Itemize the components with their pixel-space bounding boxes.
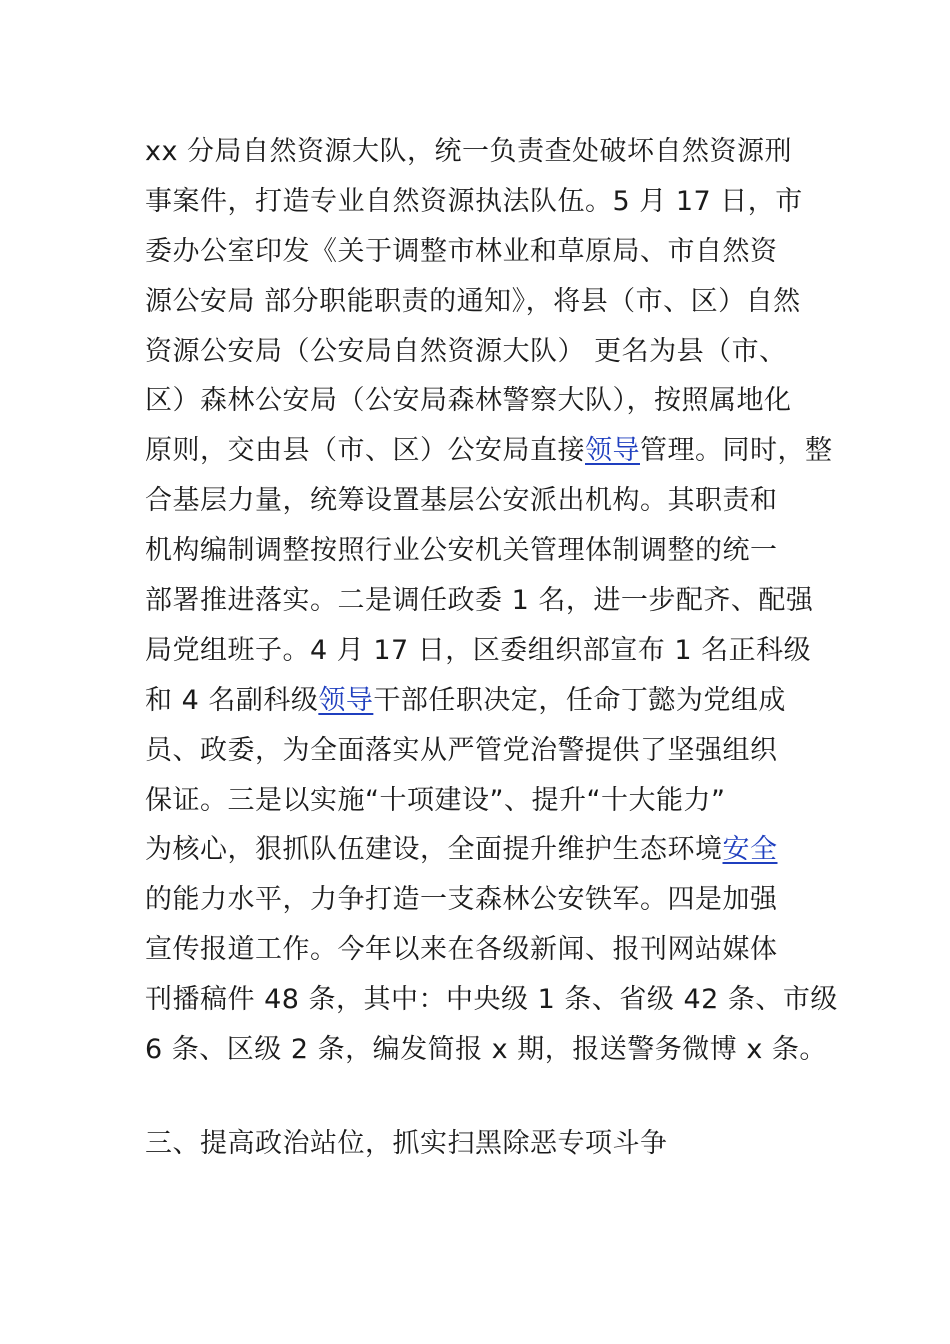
text-segment: 委办公室印发《关于调整市林业和草原局、市自然资 bbox=[145, 235, 778, 267]
text-segment: 合基层力量，统筹设置基层公安派出机构。其职责和 bbox=[145, 485, 778, 517]
text-line bbox=[145, 925, 815, 975]
section-heading: 三、提高政治站位，抓实扫黑除恶专项斗争 bbox=[145, 1128, 668, 1159]
text-segment: 机构编制调整按照行业公安机关管理体制调整的统一 bbox=[145, 535, 778, 567]
text-line bbox=[145, 825, 815, 875]
text-segment: 局党组班子。4 月 17 日，区委组织部宣布 1 名正科级 bbox=[145, 634, 812, 666]
hyperlink[interactable]: 安全 bbox=[722, 834, 778, 866]
text-line bbox=[145, 875, 815, 925]
text-segment: 部署推进落实。二是调任政委 1 名，进一步配齐、配强 bbox=[145, 585, 814, 617]
text-line bbox=[145, 676, 815, 726]
text-segment: 刊播稿件 48 条，其中：中央级 1 条、省级 42 条、市级 bbox=[145, 984, 838, 1016]
text-segment: 和 4 名副科级 bbox=[145, 684, 319, 716]
text-line bbox=[145, 476, 815, 526]
text-segment: 6 条、区级 2 条，编发简报 x 期，报送警务微博 x 条。 bbox=[145, 1034, 827, 1066]
text-line bbox=[145, 327, 815, 377]
text-line bbox=[145, 975, 838, 1025]
text-line bbox=[145, 1025, 827, 1075]
body-paragraph bbox=[145, 127, 838, 1075]
hyperlink[interactable]: 领导 bbox=[585, 435, 640, 467]
text-segment: 区）森林公安局（公安局森林警察大队），按照属地化 bbox=[145, 385, 792, 417]
text-segment: 管理。同时，整 bbox=[640, 435, 833, 467]
text-segment: 保证。三是以实施“十项建设”、提升“十大能力” bbox=[145, 784, 726, 816]
text-line bbox=[145, 426, 833, 476]
text-line bbox=[145, 626, 815, 676]
text-segment: 的能力水平，力争打造一支森林公安铁军。四是加强 bbox=[145, 884, 778, 916]
text-segment: 资源公安局（公安局自然资源大队） 更名为县（市、 bbox=[145, 335, 787, 367]
hyperlink[interactable]: 领导 bbox=[318, 684, 374, 716]
text-line bbox=[145, 526, 815, 576]
text-line bbox=[145, 177, 815, 227]
text-line bbox=[145, 127, 815, 177]
text-segment: 源公安局 部分职能职责的通知》，将县（市、区）自然 bbox=[145, 285, 801, 317]
text-segment: 为核心，狠抓队伍建设，全面提升维护生态环境 bbox=[145, 834, 723, 866]
text-segment: 事案件，打造专业自然资源执法队伍。5 月 17 日，市 bbox=[145, 185, 803, 217]
text-segment: xx 分局自然资源大队，统一负责查处破坏自然资源刑 bbox=[145, 136, 793, 167]
text-segment: 干部任职决定，任命丁懿为党组成 bbox=[373, 684, 786, 716]
text-line bbox=[145, 776, 815, 826]
text-segment: 原则，交由县（市、区）公安局直接 bbox=[145, 435, 585, 467]
text-line bbox=[145, 227, 815, 277]
text-line bbox=[145, 576, 815, 626]
text-segment: 员、政委，为全面落实从严管党治警提供了坚强组织 bbox=[145, 734, 778, 766]
text-line bbox=[145, 376, 815, 426]
text-segment: 宣传报道工作。今年以来在各级新闻、报刊网站媒体 bbox=[145, 934, 778, 966]
text-line bbox=[145, 726, 815, 776]
text-line bbox=[145, 277, 815, 327]
